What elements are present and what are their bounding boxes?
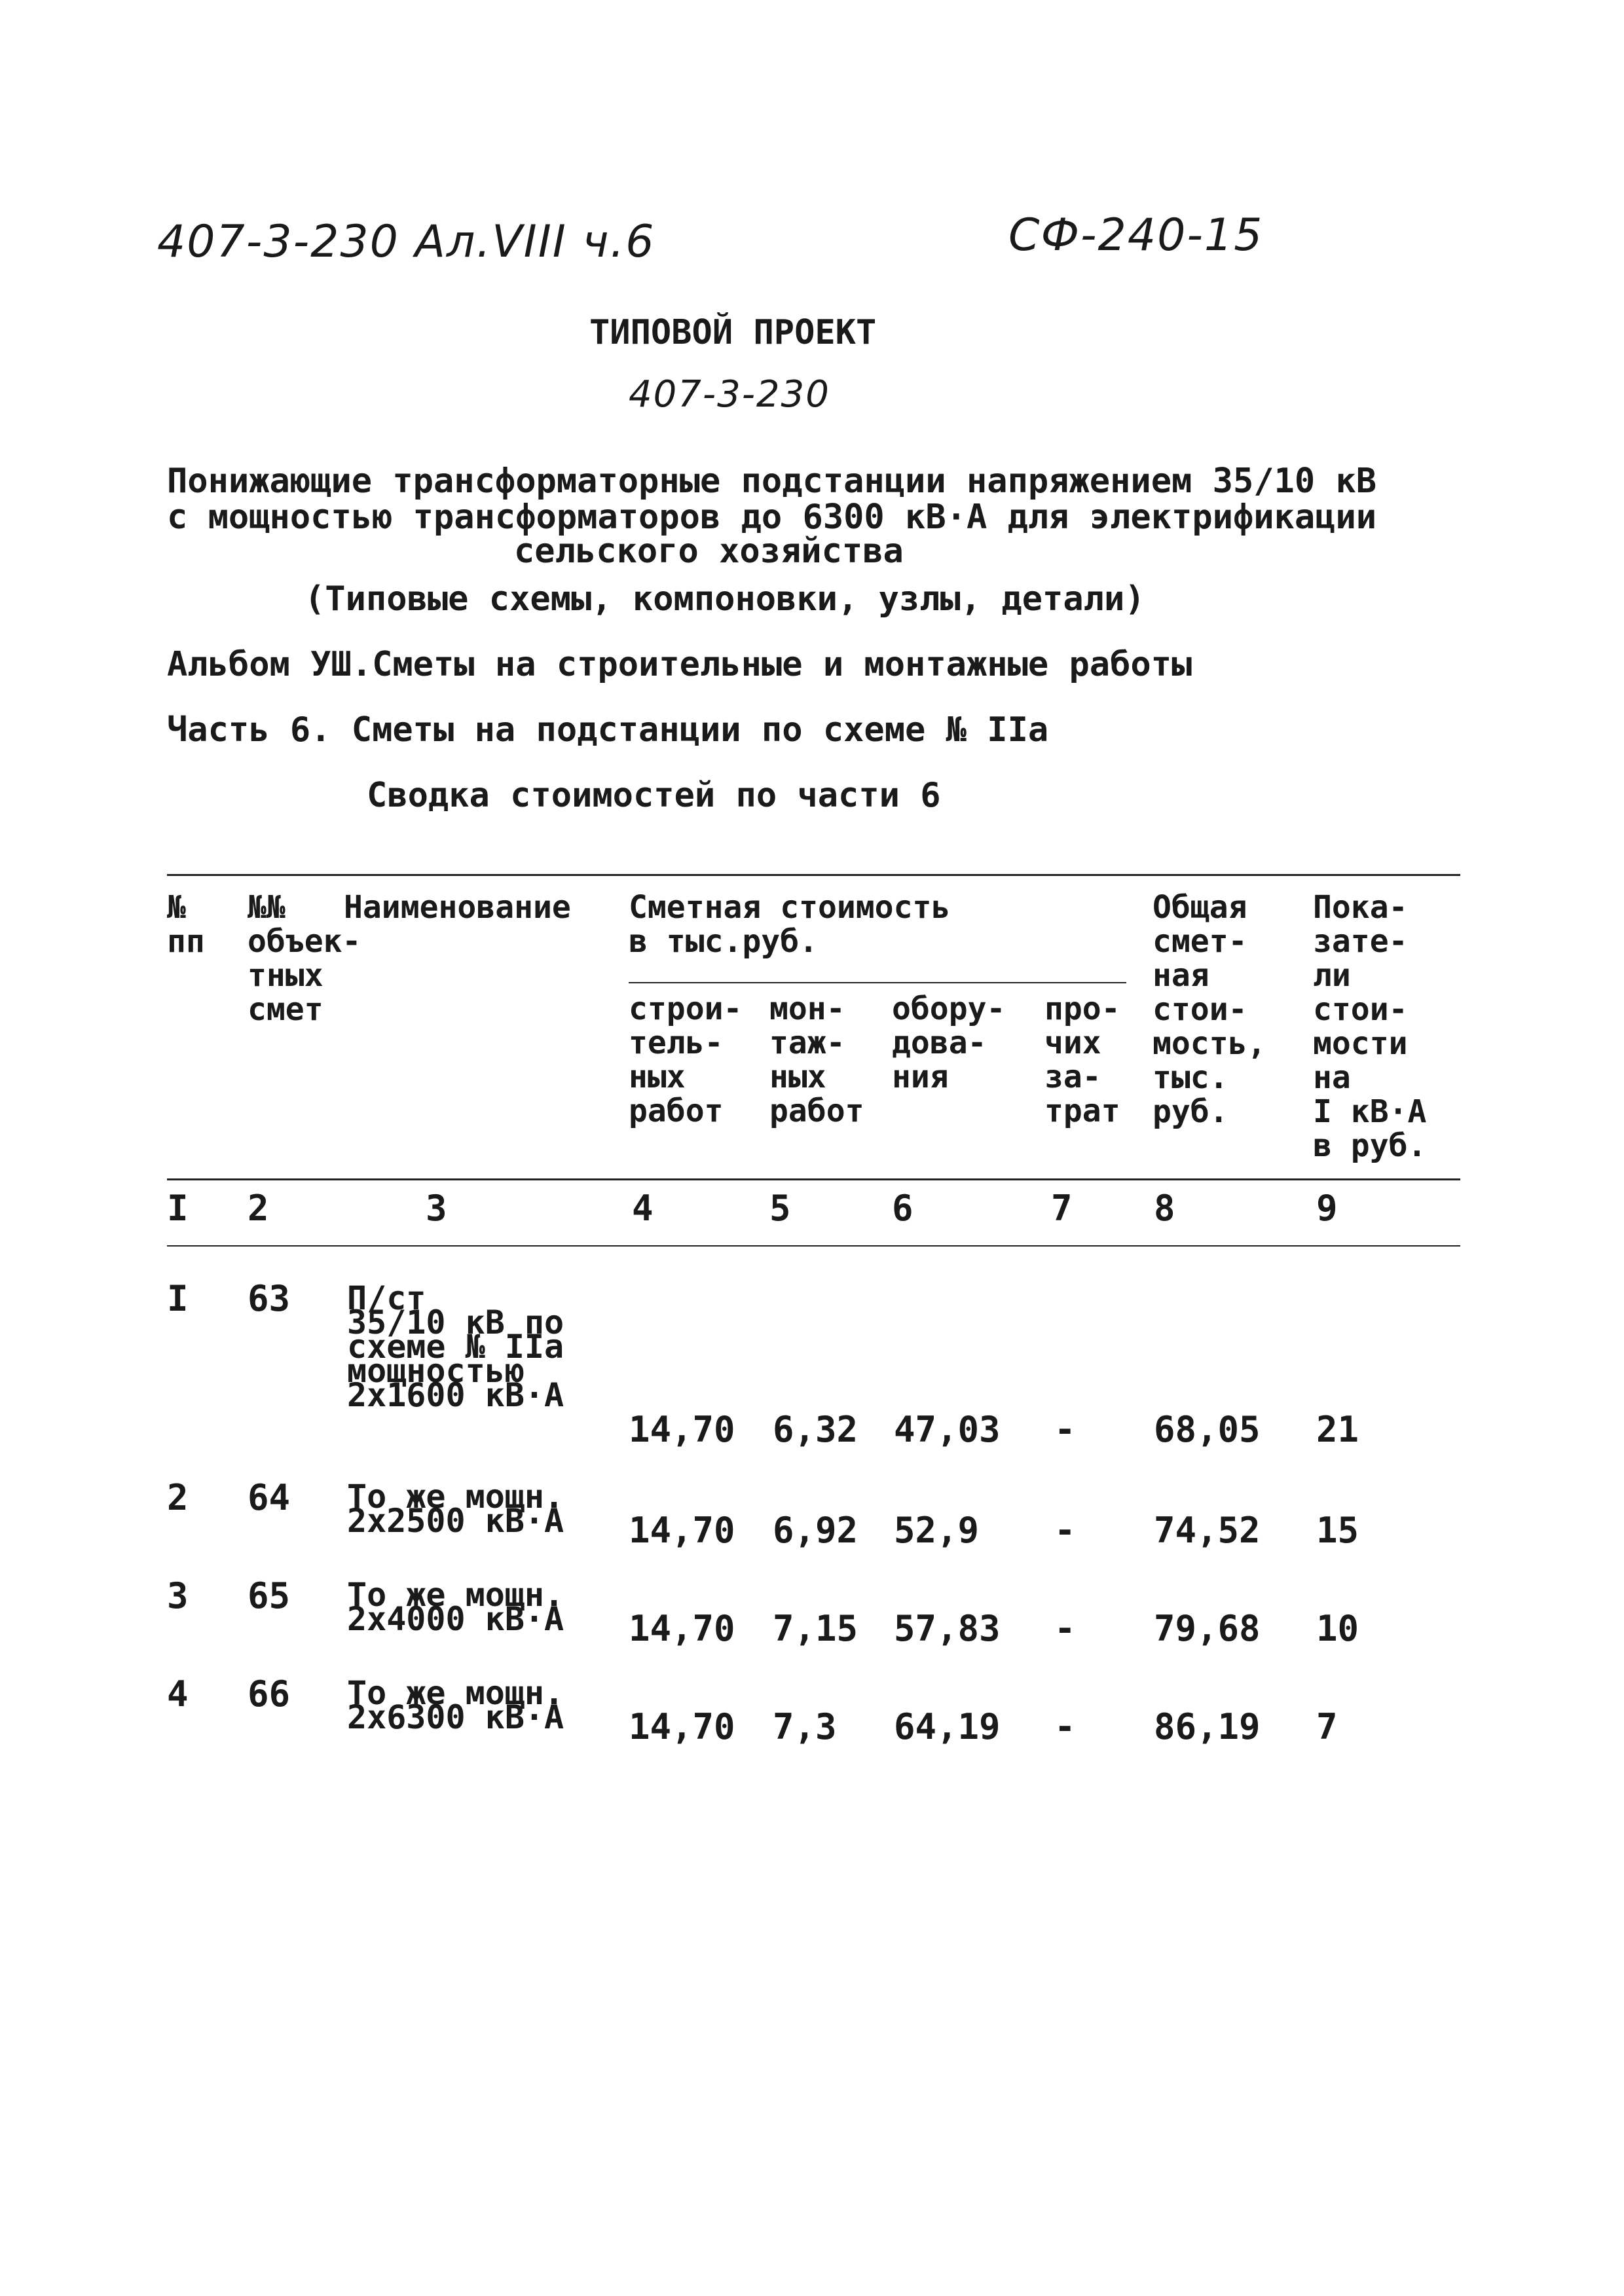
table-row-3-mounting: 7,15 bbox=[773, 1608, 858, 1649]
table-row-2-index: 15 bbox=[1316, 1510, 1359, 1551]
header-object-estimates: №№ объек- тных смет bbox=[248, 889, 361, 1028]
col-number-5: 5 bbox=[769, 1188, 791, 1229]
table-row-4-construction: 14,70 bbox=[629, 1706, 735, 1747]
col-number-1: I bbox=[167, 1188, 189, 1229]
col-number-6: 6 bbox=[892, 1188, 913, 1229]
doc-title: ТИПОВОЙ ПРОЕКТ bbox=[589, 313, 877, 352]
doc-part: Часть 6. Сметы на подстанции по схеме № IIа bbox=[167, 710, 1049, 750]
col-number-3: 3 bbox=[426, 1188, 447, 1229]
table-row-4-name: То же мощн. 2х6300 кВ·А bbox=[347, 1674, 564, 1736]
col-number-7: 7 bbox=[1051, 1188, 1073, 1229]
col-number-4: 4 bbox=[632, 1188, 654, 1229]
doc-album: Альбом УШ.Сметы на строительные и монтажные работы bbox=[167, 645, 1192, 684]
table-row-1-name: П/ст 35/10 кВ по схеме № IIа мощностью 2х1600 кВ·А bbox=[347, 1279, 564, 1414]
table-row-1-mounting: 6,32 bbox=[773, 1409, 858, 1450]
table-row-1-total: 68,05 bbox=[1154, 1409, 1261, 1450]
table-row-4-mounting: 7,3 bbox=[773, 1706, 837, 1747]
table-row-2-no: 2 bbox=[167, 1477, 189, 1518]
table-row-4-no: 4 bbox=[167, 1673, 189, 1715]
table-row-2-construction: 14,70 bbox=[629, 1510, 735, 1551]
table-row-2-obj: 64 bbox=[248, 1477, 291, 1518]
table-row-3-total: 79,68 bbox=[1154, 1608, 1261, 1649]
doc-desc-line1: Понижающие трансформаторные подстанции напряжением 35/10 кВ bbox=[167, 462, 1377, 501]
header-estimated-cost: Сметная стоимость в тыс.руб. bbox=[629, 889, 951, 960]
stamp-right: СФ-240-15 bbox=[1008, 210, 1264, 261]
table-row-3-construction: 14,70 bbox=[629, 1608, 735, 1649]
header-equipment: обору- дова- ния bbox=[892, 991, 1006, 1095]
table-row-1-obj: 63 bbox=[248, 1278, 291, 1319]
table-row-4-total: 86,19 bbox=[1154, 1706, 1261, 1747]
header-bottom-rule bbox=[167, 1178, 1460, 1180]
doc-desc-line3: сельского хозяйства bbox=[514, 532, 904, 571]
header-name: Наименование bbox=[344, 889, 571, 926]
table-row-3-no: 3 bbox=[167, 1575, 189, 1616]
table-row-1-index: 21 bbox=[1316, 1409, 1359, 1450]
doc-desc-line2: с мощностью трансформаторов до 6300 кВ·А для электрификации bbox=[167, 498, 1377, 537]
table-row-1-other: - bbox=[1054, 1409, 1076, 1450]
table-row-3-other: - bbox=[1054, 1608, 1076, 1649]
table-row-3-index: 10 bbox=[1316, 1608, 1359, 1649]
numbers-bottom-rule bbox=[167, 1245, 1460, 1247]
stamp-left: 407-3-230 Ал.VIII ч.6 bbox=[157, 216, 655, 268]
table-row-4-other: - bbox=[1054, 1706, 1076, 1747]
doc-number: 407-3-230 bbox=[629, 373, 830, 416]
table-row-2-name: То же мощн. 2х2500 кВ·А bbox=[347, 1478, 564, 1540]
doc-summary: Сводка стоимостей по части 6 bbox=[367, 776, 941, 815]
table-row-2-total: 74,52 bbox=[1154, 1510, 1261, 1551]
table-row-4-index: 7 bbox=[1316, 1706, 1338, 1747]
cost-subheader-rule bbox=[629, 982, 1126, 983]
table-row-3-name: То же мощн. 2х4000 кВ·А bbox=[347, 1576, 564, 1638]
table-row-2-equipment: 52,9 bbox=[894, 1510, 980, 1551]
table-row-3-obj: 65 bbox=[248, 1575, 291, 1616]
table-row-1-equipment: 47,03 bbox=[894, 1409, 1001, 1450]
table-row-4-obj: 66 bbox=[248, 1673, 291, 1715]
table-top-rule bbox=[167, 874, 1460, 876]
col-number-2: 2 bbox=[248, 1188, 269, 1229]
col-number-9: 9 bbox=[1316, 1188, 1338, 1229]
table-row-3-equipment: 57,83 bbox=[894, 1608, 1001, 1649]
header-construction-works: строи- тель- ных работ bbox=[629, 991, 743, 1129]
table-row-4-equipment: 64,19 bbox=[894, 1706, 1001, 1747]
table-row-2-mounting: 6,92 bbox=[773, 1510, 858, 1551]
table-row-2-other: - bbox=[1054, 1510, 1076, 1551]
header-no: № пп bbox=[167, 889, 205, 960]
col-number-8: 8 bbox=[1154, 1188, 1175, 1229]
header-total-cost: Общая смет- ная стои- мость, тыс. руб. bbox=[1153, 889, 1266, 1130]
header-cost-index: Пока- зате- ли стои- мости на I кВ·А в руб. bbox=[1313, 889, 1427, 1164]
table-row-1-no: I bbox=[167, 1278, 189, 1319]
table-row-1-construction: 14,70 bbox=[629, 1409, 735, 1450]
doc-desc-line4: (Типовые схемы, компоновки, узлы, детали) bbox=[304, 579, 1145, 619]
header-mounting-works: мон- таж- ных работ bbox=[769, 991, 864, 1129]
header-other-costs: про- чих за- трат bbox=[1044, 991, 1120, 1129]
